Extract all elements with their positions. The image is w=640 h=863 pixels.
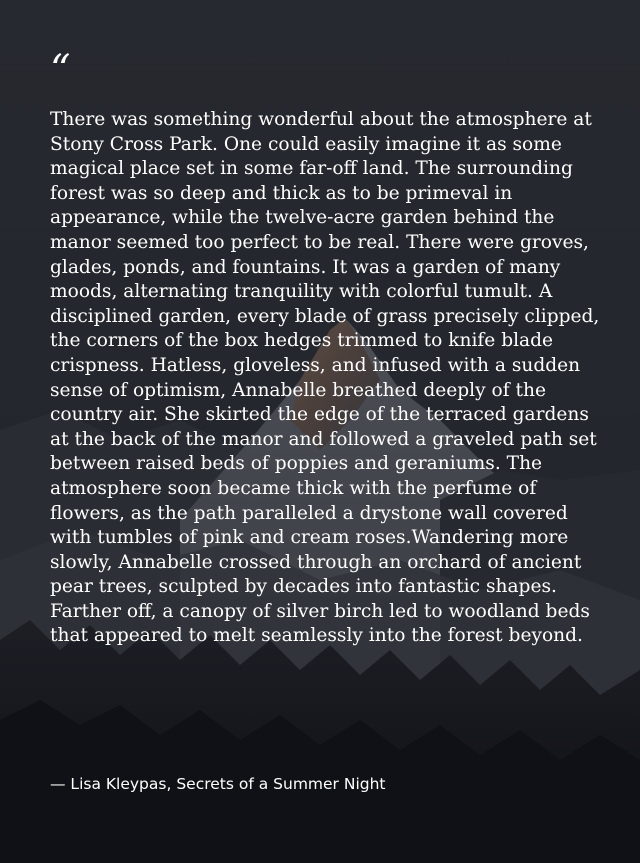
- quote-mark-icon: “: [50, 47, 71, 93]
- quote-text: There was something wonderful about the atmosphere at Stony Cross Park. One could easily imagine it as some magical place set in some far-off land. The surrounding forest was so deep and thick as to be primeval in appearance, while the twelve-acre garden behind the manor seemed too perfect to be real. There were groves, glades, ponds, and fountains. It was a garden of many moods, alternating tranquility with colorful tumult. A disciplined garden, every blade of grass precisely clipped, the corners of the box hedges trimmed to knife blade crispness. Hatless, gloveless, and infused with a sudden sense of optimism, Annabelle breathed deeply of the country air. She skirted the edge of the terraced gardens at the back of the manor and followed a graveled path set between raised beds of poppies and geraniums. The atmosphere soon became thick with the perfume of flowers, as the path paralleled a drystone wall covered with tumbles of pink and cream roses.Wandering more slowly, Annabelle crossed through an orchard of ancient pear trees, sculpted by decades into fantastic shapes. Farther off, a canopy of silver birch led to woodland beds that appeared to melt seamlessly into the forest beyond.: [50, 109, 600, 647]
- quote-attribution: — Lisa Kleypas, Secrets of a Summer Night: [50, 775, 386, 793]
